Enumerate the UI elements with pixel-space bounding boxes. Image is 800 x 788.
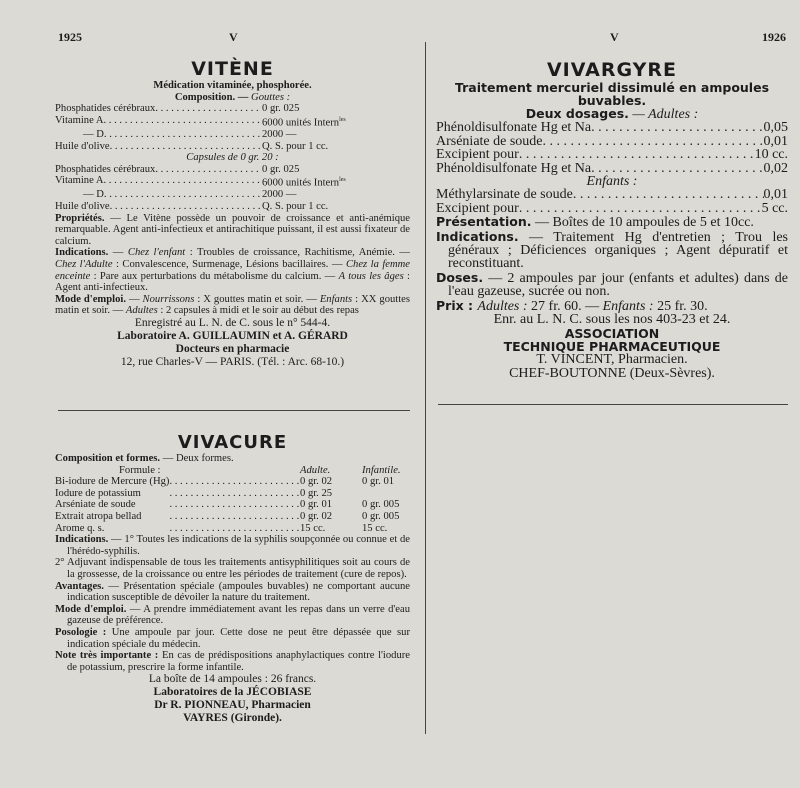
vivargyre-title: VIVARGYRE	[546, 59, 678, 81]
composition-form: Gouttes :	[251, 91, 291, 103]
prix-adultes: 27 fr. 60. —	[531, 298, 603, 314]
ingredient-name: Méthylarsinate de soude	[436, 187, 573, 203]
vivargyre-doses	[436, 271, 788, 299]
indications-text: — 1° Toutes les indications de la syphilis soupçonnée ou connue et de l'hérédo-syphilis.	[67, 534, 410, 557]
vivacure-labo-1: Laboratoires de la JÉCOBIASE	[153, 686, 312, 699]
doses-label: Doses.	[436, 269, 484, 285]
prix-adultes-label: Adultes :	[477, 298, 532, 314]
posologie-text: Une ampoule par jour. Cette dose ne peut être dépassée que sur indication spéciale du médecin.	[67, 626, 411, 650]
dosages-label: Deux dosages.	[525, 106, 629, 121]
mode-text: : X gouttes matin et soir. —	[194, 293, 320, 305]
vitene-mode-emploi: Mode d'emploi. — Nourrissons : X gouttes matin et soir. — Enfants : XX gouttes matin et soir. — Adultes : 2 capsules à midi et le soir au début des repas	[55, 293, 411, 317]
vivacure-boite: La boîte de 14 ampoules : 26 francs.	[148, 673, 317, 686]
vitene-gouttes-row	[55, 141, 390, 153]
vivargyre-enfant-row	[436, 202, 788, 215]
vivacure-avantages	[55, 581, 410, 604]
ingredient-qty: 0,02	[763, 160, 788, 176]
vitene-composition-heading	[55, 92, 410, 104]
avantages-text: — Présentation spéciale (ampoules buvables) ne comportant aucune indication susceptible de dévoiler la nature du traitement.	[67, 580, 410, 604]
indications-text: : Pare aux perturbations du métabolisme du calcium. —	[90, 270, 339, 282]
mode-nourrissons: Nourrissons	[142, 293, 195, 305]
formula-name: Iodure de potassium	[55, 487, 141, 499]
mode-adultes: Adultes	[125, 305, 158, 317]
formula-adulte: 15 cc.	[300, 522, 326, 534]
formula-name: Arséniate de soude	[55, 499, 136, 511]
dosages-adultes: — Adultes :	[628, 107, 699, 122]
ingredient-qty-sup: les	[339, 177, 346, 184]
indications-label: Indications.	[55, 534, 109, 546]
ingredient-qty: 5 cc.	[761, 200, 788, 216]
section-divider-right	[438, 404, 788, 405]
indications-femme: Chez la femme enceinte	[55, 258, 411, 282]
formula-adulte: 0 gr. 02	[300, 476, 333, 488]
ingredient-qty: 0 gr. 025	[262, 103, 300, 115]
formule-label: Formule :	[119, 464, 161, 476]
section-divider-left	[58, 410, 410, 411]
indications-adulte: Chez l'Adulte	[55, 258, 113, 270]
indications-text: : Agent anti-infectieux.	[55, 270, 410, 294]
ingredient-qty: 0,01	[763, 133, 788, 149]
indications-text: — Traitement Hg d'entretien ; Trou les généraux ; Déficiences organiques ; Agent dépuratif et reconstituant.	[448, 229, 788, 272]
ingredient-name: Vitamine A	[55, 114, 104, 126]
vivargyre-enfants-heading: Enfants :	[586, 174, 638, 190]
formula-name: Bi-iodure de Mercure (Hg)	[55, 476, 170, 488]
ingredient-name: — D	[83, 128, 104, 140]
vivacure-composition	[55, 453, 410, 465]
vivargyre-presentation	[436, 215, 788, 229]
avantages-label: Avantages.	[55, 580, 104, 592]
header-letter-left: V	[229, 30, 238, 44]
vivacure-labo-2: Dr R. PIONNEAU, Pharmacien	[154, 699, 311, 712]
prix-enfants: 25 fr. 30.	[657, 298, 708, 314]
indications-text: : Convalescence, Surmenage, Lésions bacillaires. —	[112, 258, 346, 270]
vitene-capsules-row	[55, 175, 365, 189]
composition-label: Composition et formes.	[55, 453, 161, 464]
vitene-section	[55, 58, 410, 369]
ingredient-qty: 6000 unités Intern	[262, 177, 340, 189]
formula-adulte: 0 gr. 02	[300, 510, 333, 522]
ingredient-qty: Q. S. pour 1 cc.	[262, 201, 329, 212]
formula-infantile: 0 gr. 005	[362, 510, 400, 522]
vitene-adresse: 12, rue Charles-V — PARIS. (Tél. : Arc. 68-10.)	[120, 355, 345, 368]
column-header-infantile: Infantile.	[362, 464, 401, 476]
vivargyre-adulte-row	[436, 135, 788, 148]
vitene-docteurs: Docteurs en pharmacie	[175, 342, 290, 355]
formula-name: Arome q. s.	[55, 522, 105, 534]
vitene-subtitle: Médication vitaminée, phosphorée.	[153, 80, 312, 91]
vivargyre-indications	[436, 230, 788, 271]
formula-name: Extrait atropa bellad	[55, 510, 142, 522]
formula-infantile: 0 gr. 005	[362, 499, 400, 511]
proprietes-label: Propriétés.	[55, 212, 105, 224]
mode-text: : 2 capsules à midi et le soir au début des repas	[157, 305, 359, 317]
ingredient-name: — D	[83, 189, 104, 201]
vitene-capsules-row	[55, 201, 390, 213]
vivacure-labo-3: VAYRES (Gironde).	[183, 712, 282, 725]
prix-enfants-label: Enfants :	[602, 298, 658, 314]
vitene-capsules-heading: Capsules de 0 gr. 20 :	[186, 152, 279, 164]
mode-text: — A prendre immédiatement avant les repas dans un verre d'eau gazeuse de préférence.	[67, 603, 410, 627]
vivargyre-adulte-row	[436, 162, 788, 175]
vivargyre-association-4: CHEF-BOUTONNE (Deux-Sèvres).	[509, 365, 715, 381]
vivacure-indications	[55, 534, 410, 557]
vivargyre-dosages	[436, 107, 788, 121]
mode-label: Mode d'emploi.	[55, 603, 127, 615]
header-year-right: 1926	[762, 30, 786, 44]
indications-enfant: Chez l'enfant	[127, 247, 186, 259]
vivargyre-enregistre: Enr. au L. N. C. sous les nos 403-23 et 24.	[493, 312, 731, 328]
indications-label: Indications.	[55, 247, 109, 259]
ingredient-qty: 10 cc.	[754, 147, 788, 163]
note-text: En cas de prédispositions anaphylactiques contre l'iodure de potassium, prescrire la forme infantile.	[67, 650, 411, 673]
ingredient-name: Phosphatides cérébraux	[55, 103, 156, 115]
posologie-label: Posologie :	[55, 626, 107, 638]
presentation-label: Présentation.	[436, 214, 532, 230]
doses-text: — 2 ampoules par jour (enfants et adultes) dans de l'eau gazeuse, sucrée ou non.	[448, 270, 788, 300]
vivacure-formula-table	[55, 465, 410, 535]
vitene-enregistre: Enregistré au L. N. de C. sous le n° 544-4.	[134, 316, 331, 329]
ingredient-qty: 0 gr. 025	[262, 163, 300, 175]
vivargyre-adulte-row	[436, 148, 788, 161]
vitene-capsules-row	[55, 189, 350, 201]
vivargyre-association-1: ASSOCIATION	[564, 325, 660, 341]
vitene-proprietes	[55, 213, 410, 248]
ingredient-name: Phénoldisulfonate Hg et Na	[436, 160, 592, 176]
ingredient-name: Arséniate de soude	[436, 133, 543, 149]
prix-label: Prix :	[436, 297, 478, 313]
vitene-gouttes-row	[55, 103, 350, 115]
ingredient-qty: 0,01	[763, 187, 788, 203]
ingredient-qty: 6000 unités Intern	[262, 117, 340, 129]
ingredient-qty: 0,05	[763, 120, 788, 136]
indications-text: : Troubles de croissance, Rachitisme, Anémie. —	[185, 247, 411, 259]
vivacure-section	[55, 432, 410, 725]
indications-label: Indications.	[436, 228, 519, 244]
composition-text: — Deux formes.	[160, 453, 234, 464]
vivargyre-prix	[436, 299, 788, 313]
mode-text: : XX gouttes matin et soir. —	[55, 293, 411, 317]
vivargyre-association-2: TECHNIQUE PHARMACEUTIQUE	[503, 338, 721, 354]
ingredient-name: Excipient pour	[436, 147, 519, 163]
ingredient-qty: Q. S. pour 1 cc.	[262, 140, 329, 152]
vitene-indications: Indications. — Chez l'enfant : Troubles de croissance, Rachitisme, Anémie. — Chez l'Adulte : Convalescence, Surmenage, Lésions bacillaires. — Chez la femme enceinte : Pare aux perturbations du métabolisme du calcium. — A tous les âges : Agent anti-infectieux.	[55, 247, 411, 294]
header-letter-right: V	[610, 30, 619, 44]
mode-enfants: Enfants	[319, 293, 353, 305]
ingredient-qty: 2000 —	[262, 189, 297, 201]
vivacure-title: VIVACURE	[177, 432, 288, 453]
ingredient-name: Vitamine A	[55, 175, 104, 187]
vivargyre-enfant-row	[436, 188, 788, 201]
vivacure-note	[55, 650, 410, 673]
mode-label: Mode d'emploi.	[55, 293, 126, 305]
vitene-gouttes-row	[55, 129, 350, 141]
ingredient-name: Excipient pour	[436, 200, 519, 216]
vivargyre-adulte-row	[436, 121, 788, 134]
formula-infantile: 15 cc.	[362, 522, 388, 534]
vivargyre-association-3: T. VINCENT, Pharmacien.	[536, 352, 688, 368]
vivacure-posologie	[55, 627, 410, 650]
note-label: Note très importante :	[55, 650, 159, 662]
formula-infantile	[362, 488, 410, 500]
vivargyre-subtitle: Traitement mercuriel dissimulé en ampoules buvables.	[454, 80, 770, 108]
column-divider	[425, 42, 426, 734]
ingredient-name: Huile d'olive	[55, 201, 110, 212]
vivargyre-section	[436, 60, 788, 380]
vitene-title: VITÈNE	[191, 58, 274, 80]
formula-infantile: 0 gr. 01	[362, 476, 395, 488]
vivacure-indications-2: 2° Adjuvant indispensable de tous les traitements antisyphilitiques soit au cours de la grossesse, de la croissance ou entre les périodes de traitement (cure de repos).	[55, 557, 410, 580]
header-year-left: 1925	[58, 30, 82, 44]
presentation-text: — Boîtes de 10 ampoules de 5 et 10cc.	[531, 215, 754, 231]
formula-adulte: 0 gr. 25	[300, 487, 333, 499]
column-header-adulte: Adulte.	[300, 464, 331, 476]
vivacure-mode-emploi	[55, 604, 410, 627]
ingredient-name: Phosphatides cérébraux	[55, 163, 156, 175]
vitene-capsules-row	[55, 164, 350, 176]
vitene-gouttes-row	[55, 115, 365, 129]
ingredient-qty: 2000 —	[262, 128, 297, 140]
ingredient-name: Huile d'olive	[55, 140, 110, 152]
ingredient-qty-sup: les	[339, 116, 346, 123]
proprietes-text: — Le Vitène possède un pouvoir de croissance et anti-anémique remarquable. Agent anti-infectieux et antirachitique puissant, il est aussi fixateur de calcium.	[55, 212, 410, 247]
vitene-laboratoire: Laboratoire A. GUILLAUMIN et A. GÉRARD	[117, 329, 348, 342]
formula-adulte: 0 gr. 01	[300, 499, 333, 511]
ingredient-name: Phénoldisulfonate Hg et Na	[436, 120, 592, 136]
composition-label: Composition. —	[174, 91, 252, 103]
indications-ages: A tous les âges	[338, 270, 404, 282]
